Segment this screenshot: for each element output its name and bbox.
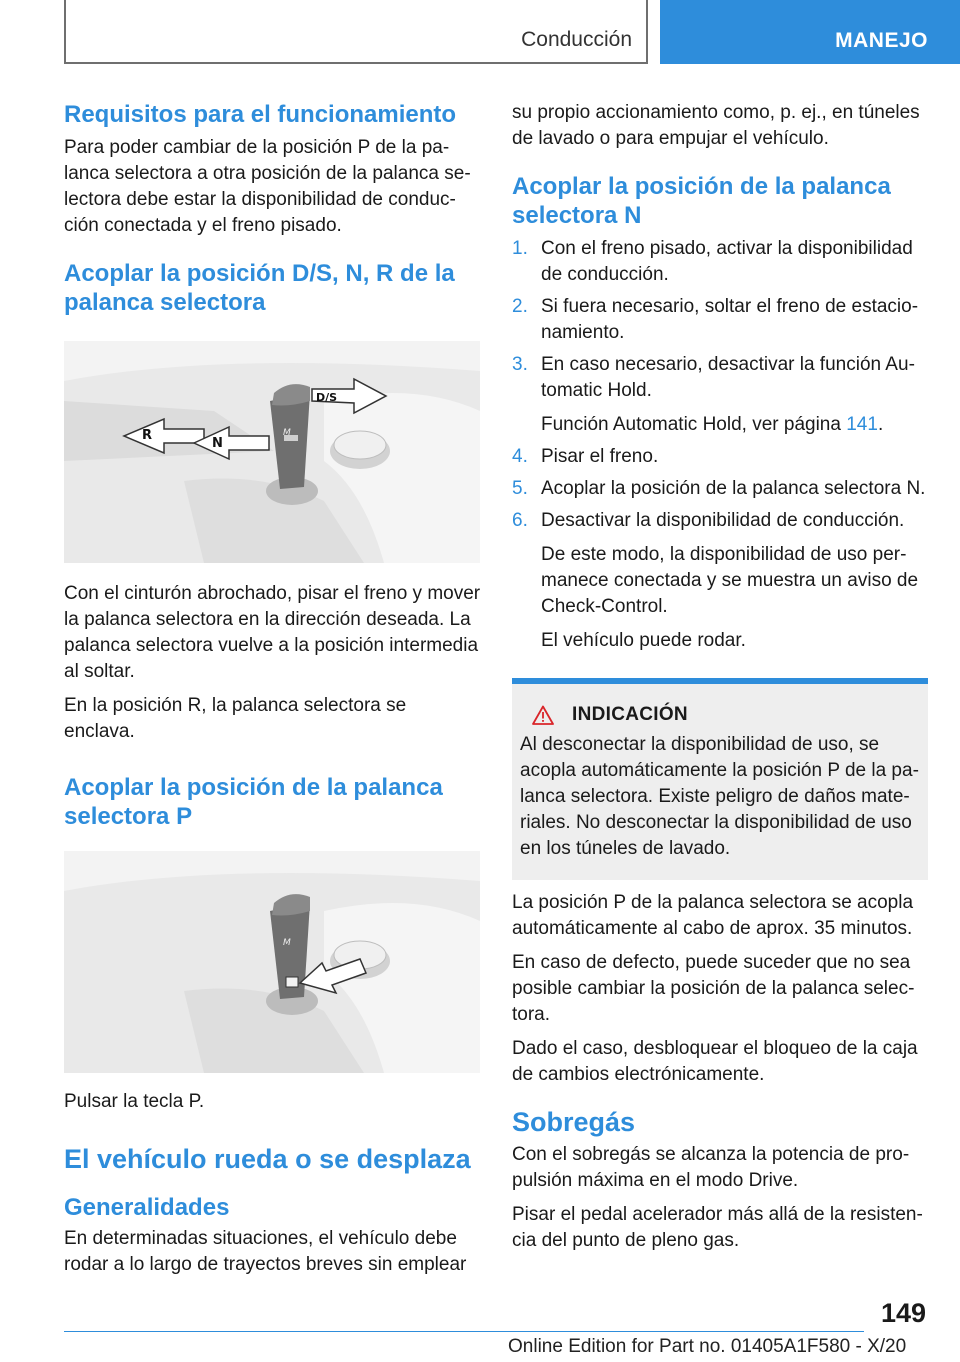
step-number: 6. — [512, 510, 528, 531]
figure-label-ds: D/S — [316, 391, 338, 404]
step-number: 2. — [512, 296, 528, 317]
header-section-box — [64, 0, 648, 64]
page-number: 149 — [880, 1298, 926, 1328]
warning-note — [512, 678, 928, 880]
step-text: Desactivar la disponibilidad de conducción. — [541, 510, 905, 531]
step3-reference-text: Función Automatic Hold, ver página — [541, 414, 847, 435]
list-item — [512, 444, 928, 470]
heading-rueda: El vehículo rueda o se desplaza — [64, 1144, 471, 1174]
gear-selector-illustration-dsnr — [64, 341, 480, 563]
figure-label-n: N — [212, 436, 223, 451]
list-item — [512, 236, 928, 288]
paragraph-cinturon: Con el cinturón abrochado, pisar el freno y mover la palanca selectora en la dirección deseada. La palanca selectora vuelve a la posición intermedia al soltar. — [64, 583, 481, 682]
step3-reference — [512, 412, 928, 438]
figure-brand-mark: M — [283, 428, 291, 438]
steps-list-continued — [512, 444, 928, 534]
step-number: 5. — [512, 478, 528, 499]
steps-list — [512, 236, 928, 404]
paragraph-sobregas-2: Pisar el pedal acelerador más allá de la resistencia del punto de pleno gas. — [512, 1204, 923, 1251]
step-number: 3. — [512, 354, 528, 375]
paragraph-pulsar: Pulsar la tecla P. — [64, 1091, 205, 1112]
heading-acoplar-n: Acoplar la posición de la palanca selectora N — [512, 173, 891, 229]
step-text: En caso necesario, desactivar la función Automatic Hold. — [541, 354, 915, 401]
gear-selector-illustration-p — [64, 851, 480, 1073]
warning-triangle-icon — [532, 705, 554, 725]
list-item — [512, 508, 928, 534]
heading-sobregas: Sobregás — [512, 1107, 636, 1137]
list-item — [512, 476, 928, 502]
chapter-title: MANEJO — [835, 29, 928, 52]
section-title: Conducción — [521, 28, 632, 51]
footer-divider — [64, 1331, 864, 1332]
step-text: Con el freno pisado, activar la disponibilidad de conducción. — [541, 238, 913, 285]
paragraph-auto-p: La posición P de la palanca selectora se acopla automáticamente al cabo de aprox. 35 minutos. — [512, 892, 914, 939]
figure-label-r: R — [142, 428, 153, 443]
heading-acoplar-dsnr: Acoplar la posición D/S, N, R de la palanca selectora — [64, 260, 455, 316]
heading-requisitos: Requisitos para el funcionamiento — [64, 101, 457, 128]
paragraph-generalidades: En determinadas situaciones, el vehículo debe rodar a lo largo de trayectos breves sin emplear — [64, 1228, 467, 1275]
paragraph-sobregas-1: Con el sobregás se alcanza la potencia de propulsión máxima en el modo Drive. — [512, 1144, 910, 1191]
header-chapter-tab[interactable] — [660, 0, 960, 64]
step-text: Acoplar la posición de la palanca selectora N. — [541, 478, 926, 499]
list-item — [512, 294, 928, 346]
step6-result: El vehículo puede rodar. — [541, 630, 746, 651]
warning-note-text: Al desconectar la disponibilidad de uso, se acopla automáticamente la posición P de la palanca selectora. Existe peligro de daños materiales. No desconectar la disponibilidad de uso en los túneles de lavado. — [520, 734, 919, 859]
paragraph-continuacion: su propio accionamiento como, p. ej., en túneles de lavado o para empujar el vehículo. — [512, 102, 920, 149]
edition-info: Online Edition for Part no. 01405A1F580 - X/20 — [508, 1336, 907, 1357]
paragraph-defecto: En caso de defecto, puede suceder que no sea posible cambiar la posición de la palanca selectora. — [512, 952, 915, 1025]
step-text: Pisar el freno. — [541, 446, 659, 467]
step6-detail: De este modo, la disponibilidad de uso permanece conectada y se muestra un aviso de Check-Control. — [541, 544, 919, 617]
step-number: 4. — [512, 446, 528, 467]
heading-generalidades: Generalidades — [64, 1194, 230, 1221]
list-item — [512, 352, 928, 404]
warning-note-header — [532, 704, 920, 726]
page-link-141[interactable]: 141 — [846, 414, 878, 435]
paragraph-desbloquear: Dado el caso, desbloquear el bloqueo de la caja de cambios electrónicamente. — [512, 1038, 918, 1085]
step-number: 1. — [512, 238, 528, 259]
left-column — [64, 100, 482, 1278]
right-column — [512, 100, 928, 1254]
step-text: Si fuera necesario, soltar el freno de estacionamiento. — [541, 296, 919, 343]
warning-note-title: INDICACIÓN — [572, 704, 688, 725]
figure-brand-mark-2: M — [283, 938, 291, 948]
heading-acoplar-p: Acoplar la posición de la palanca selectora P — [64, 774, 443, 830]
paragraph-requisitos: Para poder cambiar de la posición P de la palanca selectora a otra posición de la palanca selectora debe estar la disponibilidad de conducción conectada y el freno pisado. — [64, 137, 471, 236]
paragraph-posicion-r: En la posición R, la palanca selectora se enclava. — [64, 695, 407, 742]
step3-reference-end: . — [877, 414, 884, 435]
